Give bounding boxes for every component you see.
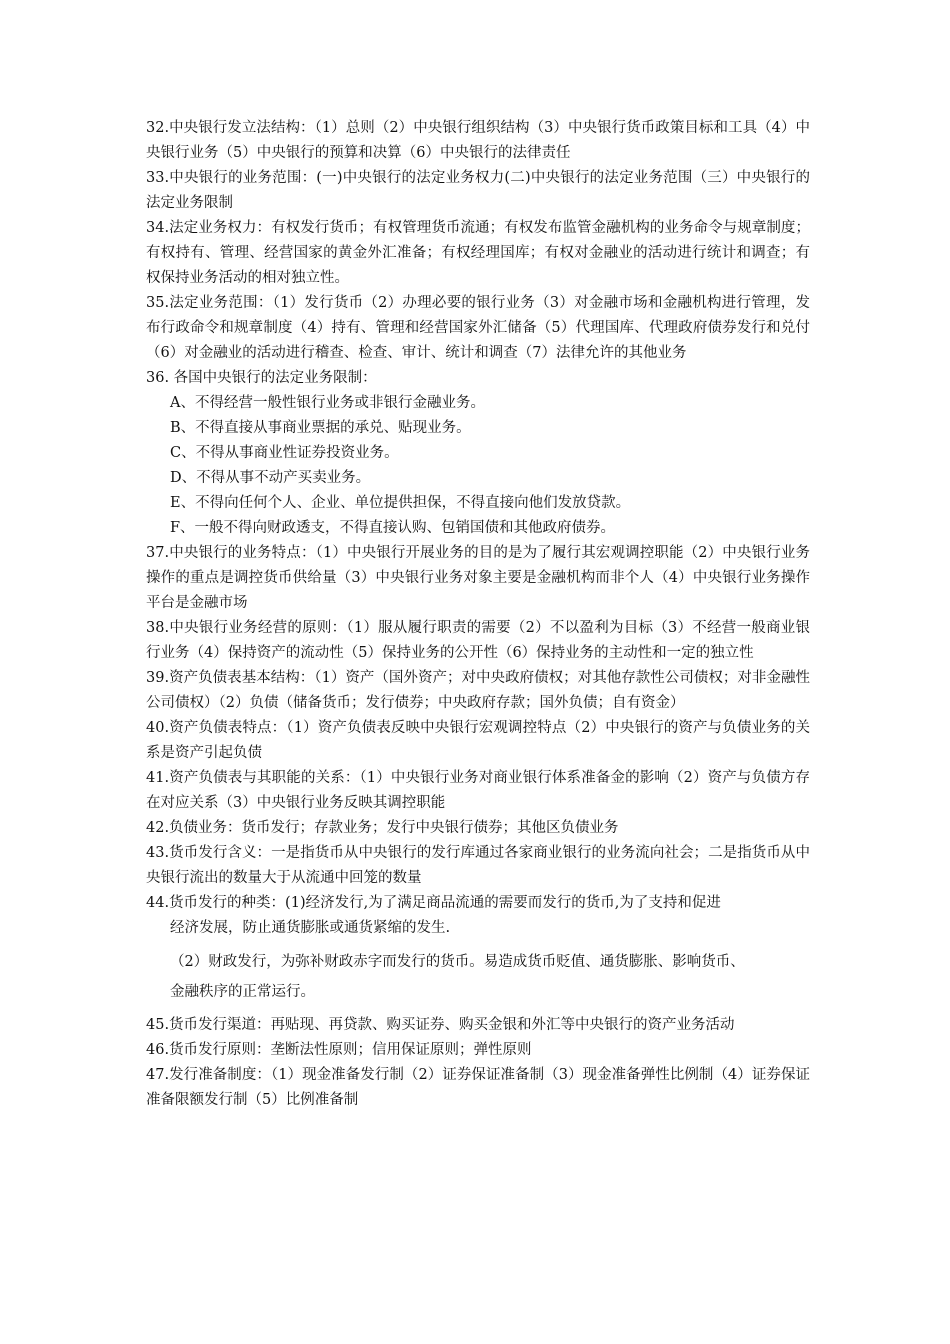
item-42: 42.负债业务：货币发行；存款业务；发行中央银行债券；其他区负债业务: [146, 820, 619, 836]
item-46: 46.货币发行原则：垄断法性原则；信用保证原则；弹性原则: [146, 1042, 532, 1058]
item-38: 38.中央银行业务经营的原则：（1）服从履行职责的需要（2）不以盈利为目标（3）不经营一般商业银行业务（4）保持资产的流动性（5）保持业务的公开性（6）保持业务的主动性和一定的独立性: [146, 620, 810, 661]
item-40: 40.资产负债表特点：（1）资产负债表反映中央银行宏观调控特点（2）中央银行的资产与负债业务的关系是资产引起负债: [146, 720, 810, 761]
item-44-line3: （2）财政发行，为弥补财政赤字而发行的货币。易造成货币贬值、通货膨胀、影响货币、: [170, 954, 745, 970]
item-36-d: D、不得从事不动产买卖业务。: [170, 470, 371, 486]
item-39: 39.资产负债表基本结构：（1）资产（国外资产；对中央政府债权；对其他存款性公司债权；对非金融性公司债权）（2）负债（储备货币；发行债券；中央政府存款；国外负债；自有资金）: [146, 670, 810, 711]
item-41: 41.资产负债表与其职能的关系：（1）中央银行业务对商业银行体系准备金的影响（2）资产与负债方存在对应关系（3）中央银行业务反映其调控职能: [146, 770, 810, 811]
document-page: [146, 116, 810, 1113]
item-33: 33.中央银行的业务范围：(一)中央银行的法定业务权力(二)中央银行的法定业务范围（三）中央银行的法定业务限制: [146, 170, 810, 211]
item-43: 43.货币发行含义：一是指货币从中央银行的发行库通过各家商业银行的业务流向社会；二是指货币从中央银行流出的数量大于从流通中回笼的数量: [146, 845, 810, 886]
item-36-a: A、不得经营一般性银行业务或非银行金融业务。: [170, 395, 485, 411]
item-36-b: B、不得直接从事商业票据的承兑、贴现业务。: [170, 420, 471, 436]
item-47: 47.发行准备制度：（1）现金准备发行制（2）证券保证准备制（3）现金准备弹性比例制（4）证券保证准备限额发行制（5）比例准备制: [146, 1067, 810, 1108]
item-36-e: E、不得向任何个人、企业、单位提供担保，不得直接向他们发放贷款。: [170, 495, 631, 511]
item-35: 35.法定业务范围：（1）发行货币（2）办理必要的银行业务（3）对金融市场和金融机构进行管理，发布行政命令和规章制度（4）持有、管理和经营国家外汇储备（5）代理国库、代理政府债券发行和兑付（6）对金融业的活动进行稽查、检查、审计、统计和调查（7）法律允许的其他业务: [146, 295, 810, 361]
item-32: 32.中央银行发立法结构：（1）总则（2）中央银行组织结构（3）中央银行货币政策目标和工具（4）中央银行业务（5）中央银行的预算和决算（6）中央银行的法律责任: [146, 120, 810, 161]
item-34: 34.法定业务权力：有权发行货币；有权管理货币流通；有权发布监管金融机构的业务命令与规章制度；有权持有、管理、经营国家的黄金外汇准备；有权经理国库；有权对金融业的活动进行统计和调查；有权保持业务活动的相对独立性。: [146, 220, 810, 286]
item-36-f: F、一般不得向财政透支，不得直接认购、包销国债和其他政府债券。: [170, 520, 616, 536]
item-37: 37.中央银行的业务特点：（1）中央银行开展业务的目的是为了履行其宏观调控职能（2）中央银行业务操作的重点是调控货币供给量（3）中央银行业务对象主要是金融机构而非个人（4）中央银行业务操作平台是金融市场: [146, 545, 810, 611]
item-44-line1: 44.货币发行的种类：(1)经济发行,为了满足商品流通的需要而发行的货币,为了支持和促进: [146, 895, 721, 911]
item-44-line4: 金融秩序的正常运行。: [170, 984, 315, 1000]
item-44-line2: 经济发展，防止通货膨胀或通货紧缩的发生.: [170, 920, 451, 936]
item-36: 36. 各国中央银行的法定业务限制：: [146, 370, 377, 386]
item-36-c: C、不得从事商业性证券投资业务。: [170, 445, 399, 461]
item-45: 45.货币发行渠道：再贴现、再贷款、购买证券、购买金银和外汇等中央银行的资产业务活动: [146, 1017, 735, 1033]
